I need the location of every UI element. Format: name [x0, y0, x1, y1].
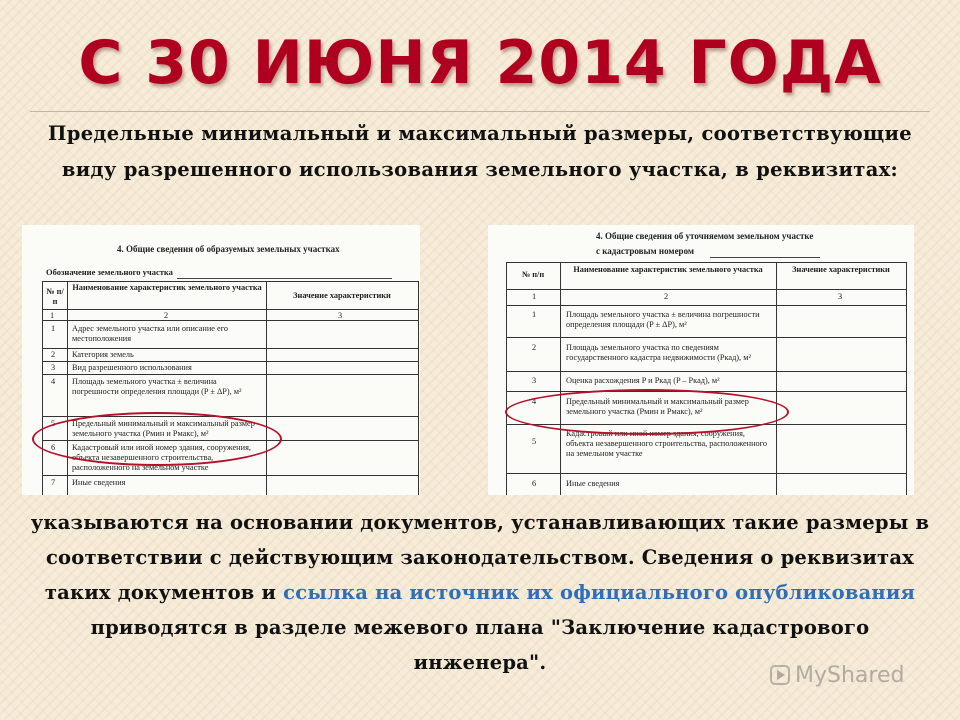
title-divider [30, 111, 930, 112]
left-row-text: Адрес земельного участка или описание его местоположения [72, 324, 229, 343]
right-num-1: 1 [532, 292, 537, 301]
cadastral-number-line [710, 257, 820, 258]
body-text-part2: приводятся в разделе межевого плана "Заключение кадастрового инженера". [90, 616, 870, 674]
right-row-n: 4 [532, 397, 537, 406]
watermark-label: MyShared [795, 662, 905, 688]
right-row-text: Иные сведения [566, 479, 620, 488]
slide-title: С 30 ИЮНЯ 2014 ГОДА [78, 28, 882, 98]
right-form-heading-line2: с кадастровым номером [596, 246, 695, 256]
right-col-num: № п/п [521, 270, 545, 279]
left-row-n: 7 [51, 478, 56, 487]
left-row-n: 1 [51, 324, 56, 333]
left-row-text: Вид разрешенного использования [72, 363, 192, 372]
right-row-n: 3 [532, 376, 537, 385]
left-col-name: Наименование характеристик земельного участка [72, 283, 262, 292]
right-row-n: 6 [532, 479, 537, 488]
left-row-text: Площадь земельного участка ± величина погрешности определения площади (P ± ΔP), м² [72, 377, 242, 396]
left-row-text: Иные сведения [72, 478, 126, 487]
right-col-value: Значение характеристики [792, 265, 890, 274]
right-form-scan [488, 225, 914, 495]
left-num-2: 2 [164, 311, 169, 320]
right-row-text: Площадь земельного участка по сведениям государственного кадастра недвижимости (Pкад), м² [566, 343, 751, 362]
body-text [30, 505, 930, 680]
left-row-n: 4 [51, 377, 56, 386]
left-col-num: № п/п [46, 287, 64, 306]
right-row-text-highlighted: Предельный минимальный и максимальный размер земельного участка (Pмин и Pмакс), м² [566, 397, 749, 416]
left-row-n: 6 [51, 443, 56, 452]
left-row-n: 3 [51, 363, 56, 372]
right-row-text: Площадь земельного участка ± величина погрешности определения площади (P ± ΔP), м² [566, 310, 760, 329]
left-row-n: 5 [51, 419, 56, 428]
right-row-text: Оценка расхождения P и Pкад (P – Pкад), м² [566, 376, 720, 385]
left-row-n: 2 [51, 350, 56, 359]
left-col-value: Значение характеристики [293, 291, 391, 300]
right-row-n: 1 [532, 310, 537, 319]
right-form-heading: 4. Общие сведения об уточняемом земельном участке [596, 231, 814, 241]
left-row-text: Кадастровый или иной номер здания, сооружения, объекта незавершенного строительства, расположенного на земельном участке [72, 443, 251, 472]
right-num-2: 2 [664, 292, 669, 301]
left-num-1: 1 [50, 311, 55, 320]
play-icon [770, 665, 790, 685]
intro-text: Предельные минимальный и максимальный размеры, соответствующие виду разрешенного использования земельного участка, в реквизитах: [48, 122, 912, 181]
left-form-designation-label: Обозначение земельного участка [46, 267, 173, 277]
left-form-scan [22, 225, 420, 495]
left-form-heading: 4. Общие сведения об образуемых земельных участках [117, 244, 340, 254]
left-row-text-highlighted: Предельный минимальный и максимальный размер земельного участка (Pмин и Pмакс), м² [72, 419, 255, 438]
right-num-3: 3 [838, 292, 843, 301]
right-row-text: Кадастровый или иной номер здания, сооружения, объекта незавершенного строительства, расположенного на земельном участке [566, 429, 768, 458]
right-row-n: 5 [532, 437, 537, 446]
right-row-n: 2 [532, 343, 537, 352]
left-row-text: Категория земель [72, 350, 134, 359]
watermark [770, 660, 904, 690]
source-link-text: ссылка на источник их официального опубликования [283, 581, 916, 604]
designation-line [177, 278, 392, 279]
left-num-3: 3 [338, 311, 343, 320]
right-col-name: Наименование характеристик земельного участка [573, 265, 763, 274]
body-text-part1: указываются на основании документов, устанавливающих такие размеры в соответствии с действующим законодательством. Сведения о реквизитах таких документов и [30, 511, 930, 604]
